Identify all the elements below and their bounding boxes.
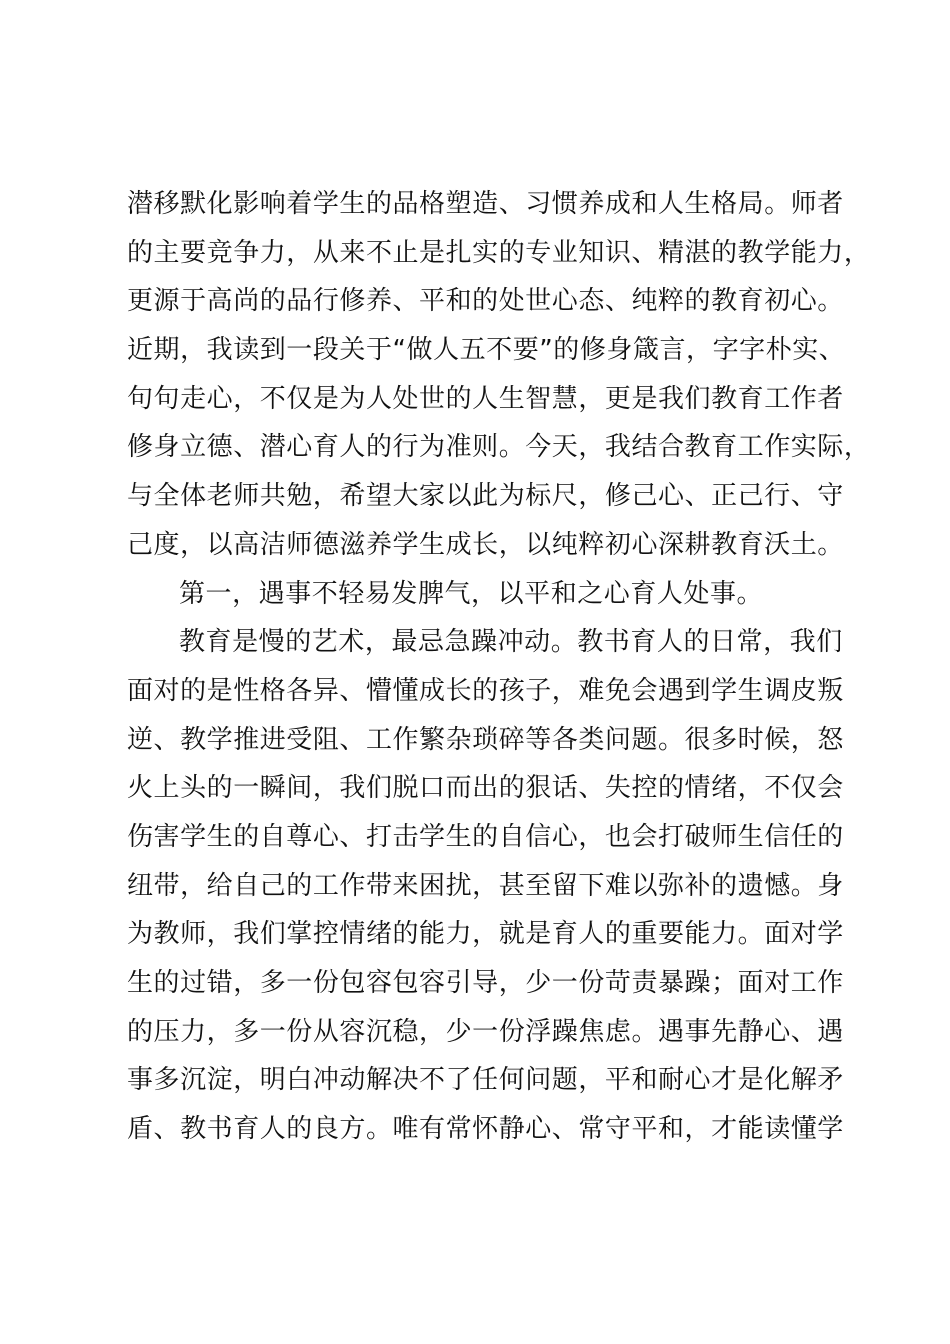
paragraph-line: 修身立德、潜心育人的行为准则。今天，我结合教育工作实际，	[127, 432, 871, 463]
paragraph-line: 盾、教书育人的良方。唯有常怀静心、常守平和，才能读懂学	[127, 1114, 844, 1145]
section-heading: 第一，遇事不轻易发脾气，以平和之心育人处事。	[179, 578, 764, 609]
paragraph-line: 的主要竞争力，从来不止是扎实的专业知识、精湛的教学能力，	[127, 237, 871, 268]
paragraph-line: 句句走心，不仅是为人处世的人生智慧，更是我们教育工作者	[127, 383, 844, 414]
paragraph-line: 的压力，多一份从容沉稳，少一份浮躁焦虑。遇事先静心、遇	[127, 1016, 844, 1047]
paragraph-line: 事多沉淀，明白冲动解决不了任何问题，平和耐心才是化解矛	[127, 1065, 844, 1096]
paragraph-line: 为教师，我们掌控情绪的能力，就是育人的重要能力。面对学	[127, 919, 844, 950]
paragraph-line: 潜移默化影响着学生的品格塑造、习惯养成和人生格局。师者	[127, 189, 844, 219]
paragraph-line: 近期，我读到一段关于“做人五不要”的修身箴言，字字朴实、	[127, 335, 846, 366]
paragraph-line: 更源于高尚的品行修养、平和的处世心态、纯粹的教育初心。	[127, 286, 844, 317]
paragraph-line: 面对的是性格各异、懵懂成长的孩子，难免会遇到学生调皮叛	[127, 675, 844, 706]
paragraph-line: 火上头的一瞬间，我们脱口而出的狠话、失控的情绪，不仅会	[127, 773, 844, 804]
document-body	[127, 180, 871, 1154]
paragraph-line: 纽带，给自己的工作带来困扰，甚至留下难以弥补的遗憾。身	[127, 870, 844, 901]
paragraph-line: 教育是慢的艺术，最忌急躁冲动。教书育人的日常，我们	[179, 627, 843, 658]
paragraph-line: 己度，以高洁师德滋养学生成长，以纯粹初心深耕教育沃土。	[127, 529, 844, 560]
paragraph-line: 生的过错，多一份包容包容引导，少一份苛责暴躁；面对工作	[127, 968, 844, 998]
paragraph-line: 与全体老师共勉，希望大家以此为标尺，修己心、正己行、守	[127, 481, 844, 512]
paragraph-line: 伤害学生的自尊心、打击学生的自信心，也会打破师生信任的	[127, 821, 844, 852]
paragraph-line: 逆、教学推进受阻、工作繁杂琐碎等各类问题。很多时候，怒	[127, 724, 844, 755]
